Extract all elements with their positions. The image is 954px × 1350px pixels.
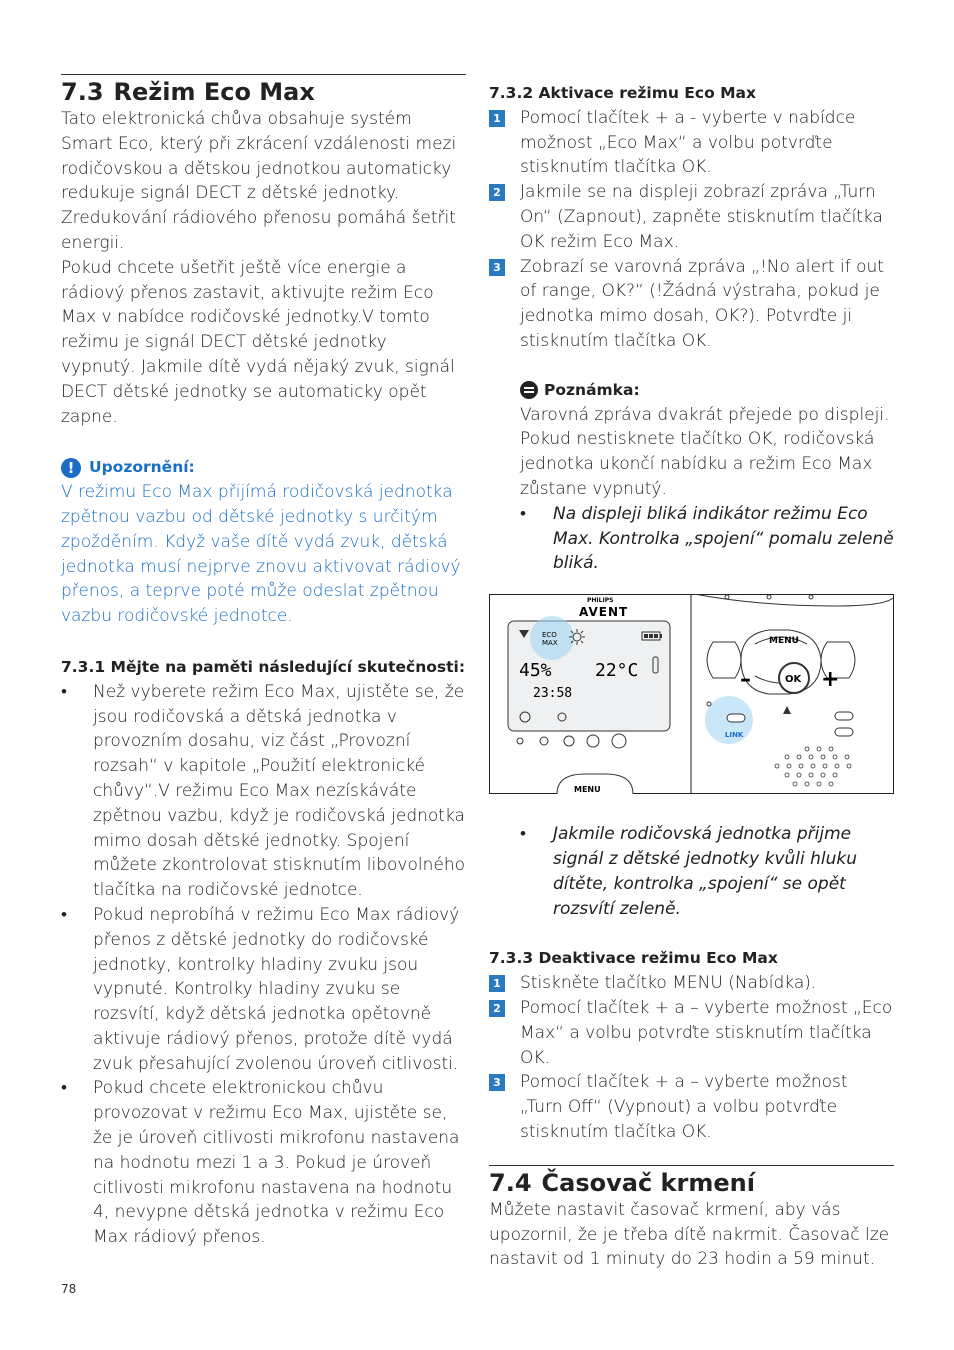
step-number-badge: 1 <box>489 110 505 127</box>
minus-button-label: – <box>740 667 751 693</box>
device-illustration <box>489 594 894 794</box>
after-illustration-bullet: • Jakmile rodičovská jednotka přijme signál z dětské jednotky kvůli hluku dítěte, kontrolka „spojení“ se opět rozsvítí zeleně. <box>520 822 894 921</box>
step-item <box>489 1070 894 1144</box>
step-number-badge: 2 <box>489 184 505 201</box>
device-illustration-svg <box>489 594 894 794</box>
step-item <box>489 255 894 354</box>
step-text: Pomocí tlačítek + a - vyberte v nabídce možnost „Eco Max“ a volbu potvrďte stisknutím tlačítka OK. <box>520 107 856 178</box>
link-light <box>727 714 745 722</box>
intro-paragraph-2: Pokud chcete ušetřit ještě více energie a rádiový přenos zastavit, aktivujte režim Eco Max v nabídce rodičovské jednotky.V tomto režimu je signál DECT dětské jednotky vypnutý. Jakmile dítě vydá nějaký zvuk, signál DECT dětské jednotky se automaticky opět zapne. <box>61 257 455 427</box>
max-label: MAX <box>542 639 558 648</box>
section-heading-7-4 <box>489 1166 894 1198</box>
battery-light <box>835 728 853 736</box>
after-illustration-bullet-list <box>489 822 894 921</box>
warning-label: Upozornění: <box>89 458 195 477</box>
brand-text: AVENT <box>579 605 629 620</box>
section-number: 7.3 <box>61 78 104 106</box>
step-item <box>489 971 894 996</box>
list-item: • Pokud neprobíhá v režimu Eco Max rádiový přenos z dětské jednotky do rodičovské jednotky, kontrolky hladiny zvuku jsou vypnuté. Kontrolky hladiny zvuku se rozsvítí, když dětská jednotka opětovně aktivuje rádiový přenos, protože dítě vydá zvuk přesahující zvolenou úroveň citlivosti. <box>61 903 466 1077</box>
eco-label: ECO <box>542 631 557 640</box>
step-number-badge: 1 <box>489 975 505 992</box>
note-bullet-list <box>489 502 894 576</box>
step-text: Zobrazí se varovná zpráva „!No alert if out of range, OK?“ (!Žádná výstraha, pokud je jednotka mimo dosah, OK?). Potvrďte ji stisknutím tlačítka OK. <box>520 256 884 351</box>
step-item <box>489 106 894 180</box>
step-number-badge: 3 <box>489 1074 505 1091</box>
note-text: Varovná zpráva dvakrát přejede po displeji. Pokud nestisknete tlačítko OK, rodičovská jednotka ukončí nabídku a režim Eco Max zůstane vypnutý. <box>520 404 890 499</box>
intro-paragraph: Tato elektronická chůva obsahuje systém Smart Eco, který při zkrácení vzdálenosti mezi rodičovskou a dětskou jednotkou automaticky redukuje signál DECT z dětské jednotky. Zredukování rádiového přenosu pomáhá šetřit energii. <box>61 109 457 253</box>
step-text: Jakmile se na displeji zobrazí zpráva „Turn On“ (Zapnout), zapněte stisknutím tlačítka OK režim Eco Max. <box>520 182 883 252</box>
menu-button-label: MENU <box>769 636 799 647</box>
step-text: Pomocí tlačítek + a – vyberte možnost „Eco Max“ a volbu potvrďte stisknutím tlačítka OK. <box>520 997 893 1068</box>
subsection-heading-7-3-1: 7.3.1 Mějte na paměti následující skutečnosti: <box>61 657 466 676</box>
menu-button-left-label: MENU <box>574 785 601 795</box>
brand-top-text: PHILIPS <box>587 597 614 605</box>
note-icon <box>520 381 538 399</box>
list-item: • Než vyberete režim Eco Max, ujistěte se, že jsou rodičovská a dětská jednotka v provozním dosahu, viz část „Provozní rozsah“ v kapitole „Použití elektronické chůvy“.V režimu Eco Max nezískáváte zpětnou vazbu, když je rodičovská jednotka mimo dosah dětské jednotky. Spojení můžete zkontrolovat stisknutím libovolného tlačítka na rodičovské jednotce. <box>61 680 466 903</box>
warning-text: V režimu Eco Max přijímá rodičovská jednotka zpětnou vazbu od dětské jednotky s určitým zpožděním. Když vaše dítě vydá zvuk, dětská jednotka musí nejprve znovu aktivovat rádiový přenos, a teprve poté může odeslat zpětnou vazbu rodičovské jednotce. <box>61 482 461 627</box>
section-title: Režim Eco Max <box>113 78 315 106</box>
step-list <box>489 971 894 1145</box>
warning-heading <box>61 455 466 480</box>
step-text: Pomocí tlačítek + a – vyberte možnost „Turn Off“ (Vypnout) a volbu potvrďte stisknutím tlačítka OK. <box>520 1072 848 1142</box>
step-list <box>489 106 894 354</box>
step-number-badge: 3 <box>489 259 505 276</box>
section-heading-7-3 <box>61 75 466 107</box>
temperature-readout: 22°C <box>595 660 639 682</box>
step-item <box>489 180 894 254</box>
page-number: 78 <box>61 1282 77 1296</box>
note-heading <box>489 378 894 403</box>
ok-button-label: OK <box>785 674 802 686</box>
step-number-badge: 2 <box>489 1000 505 1017</box>
step-item <box>489 996 894 1070</box>
subsection-heading-7-3-2: 7.3.2 Aktivace režimu Eco Max <box>489 84 756 102</box>
section-title: Časovač krmení <box>541 1168 755 1197</box>
list-item: • Pokud chcete elektronickou chůvu provozovat v režimu Eco Max, ujistěte se, že je úroveň citlivosti mikrofonu nastavena na hodnotu mezi 1 a 3. Pokud je úroveň citlivosti mikrofonu nastavena na hodnotu 4, nevypne dětská jednotka v režimu Eco Max rádiový přenos. <box>61 1076 466 1250</box>
bullet-list <box>61 680 466 1250</box>
plus-button-label: + <box>821 667 840 693</box>
note-bullet: • Na displeji bliká indikátor režimu Eco Max. Kontrolka „spojení“ pomalu zeleně bliká. <box>520 502 894 576</box>
timer-paragraph: Můžete nastavit časovač krmení, aby vás upozornil, že je třeba dítě nakrmit. Časovač lze nastavit od 1 minuty do 23 hodin a 59 minut. <box>489 1199 890 1270</box>
warning-icon: ! <box>61 458 81 478</box>
volume-readout: 45% <box>519 660 552 682</box>
step-text: Stiskněte tlačítko MENU (Nabídka). <box>520 973 817 994</box>
time-readout: 23:58 <box>533 686 573 702</box>
link-label: LINK <box>725 731 744 740</box>
right-column <box>489 74 894 1272</box>
subsection-heading-7-3-3: 7.3.3 Deaktivace režimu Eco Max <box>489 949 778 968</box>
note-label: Poznámka: <box>544 380 640 399</box>
left-column <box>61 74 466 1250</box>
section-number: 7.4 <box>489 1168 532 1197</box>
